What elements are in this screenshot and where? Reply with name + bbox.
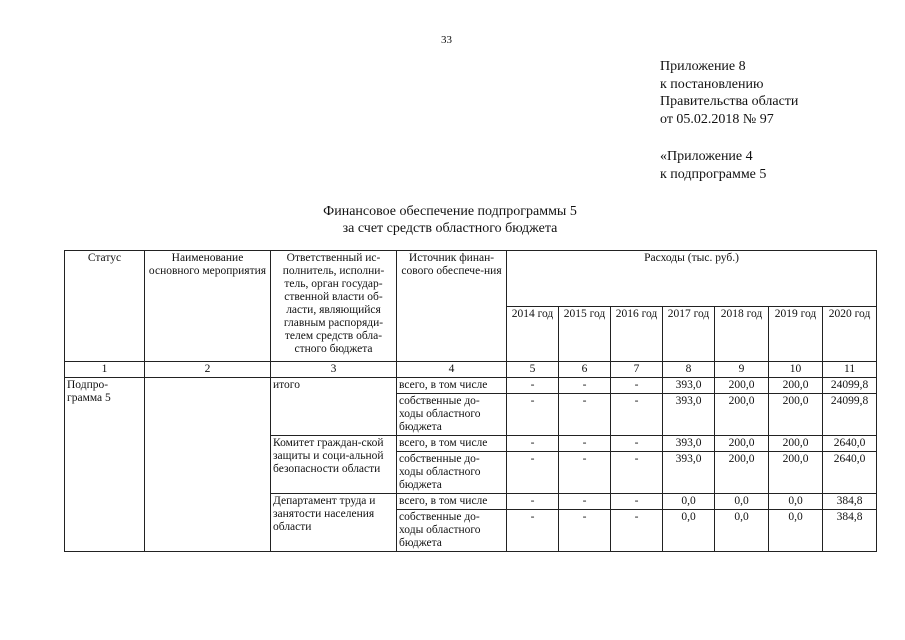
source-cell: собственные до-ходы областного бюджета: [397, 394, 507, 436]
header-measure: Наименование основного мероприятия: [145, 251, 271, 362]
status-cell: Подпро-грамма 5: [65, 378, 145, 552]
value-2020: 24099,8: [823, 394, 877, 436]
value-2016: -: [611, 452, 663, 494]
value-2014: -: [507, 378, 559, 394]
value-2014: -: [507, 394, 559, 436]
column-number: 1: [65, 362, 145, 378]
value-2015: -: [559, 394, 611, 436]
header-year-2019: 2019 год: [769, 306, 823, 362]
source-cell: собственные до-ходы областного бюджета: [397, 452, 507, 494]
column-number: 8: [663, 362, 715, 378]
value-2020: 2640,0: [823, 452, 877, 494]
value-2018: 0,0: [715, 510, 769, 552]
column-numbers-row: [65, 362, 877, 378]
header-year-2017: 2017 год: [663, 306, 715, 362]
value-2015: -: [559, 436, 611, 452]
document-title: [240, 203, 660, 237]
value-2016: -: [611, 436, 663, 452]
value-2018: 200,0: [715, 394, 769, 436]
responsible-cell: итого: [271, 378, 397, 436]
value-2018: 200,0: [715, 452, 769, 494]
value-2019: 200,0: [769, 436, 823, 452]
value-2015: -: [559, 494, 611, 510]
column-number: 2: [145, 362, 271, 378]
value-2016: -: [611, 378, 663, 394]
value-2020: 384,8: [823, 510, 877, 552]
column-number: 5: [507, 362, 559, 378]
appendix-reference-line: к подпрограмме 5: [660, 166, 767, 182]
appendix-line: от 05.02.2018 № 97: [660, 111, 774, 127]
responsible-cell: Комитет граждан-ской защиты и соци-альной безопасности области: [271, 436, 397, 494]
appendix-line: Правительства области: [660, 94, 799, 109]
header-year-2015: 2015 год: [559, 306, 611, 362]
header-year-2018: 2018 год: [715, 306, 769, 362]
appendix-line: к постановлению: [660, 76, 764, 92]
value-2020: 24099,8: [823, 378, 877, 394]
responsible-cell: Департамент труда и занятости населения области: [271, 494, 397, 552]
page-number: 33: [441, 34, 452, 46]
header-year-2014: 2014 год: [507, 306, 559, 362]
value-2020: 2640,0: [823, 436, 877, 452]
value-2018: 200,0: [715, 378, 769, 394]
header-source: Источник финан-сового обеспече-ния: [397, 251, 507, 362]
value-2014: -: [507, 436, 559, 452]
column-number: 9: [715, 362, 769, 378]
column-number: 6: [559, 362, 611, 378]
value-2015: -: [559, 510, 611, 552]
source-cell: всего, в том числе: [397, 494, 507, 510]
value-2016: -: [611, 510, 663, 552]
column-number: 3: [271, 362, 397, 378]
value-2017: 0,0: [663, 494, 715, 510]
header-row: [65, 251, 877, 307]
measure-cell: [145, 378, 271, 552]
header-expenses: Расходы (тыс. руб.): [507, 251, 877, 307]
header-responsible: Ответственный ис-полнитель, исполни-тель, орган государ-ственной власти об-ласти, являющийся главным распоряди-телем средств обла-стного бюджета: [271, 251, 397, 362]
value-2020: 384,8: [823, 494, 877, 510]
source-cell: всего, в том числе: [397, 436, 507, 452]
column-number: 10: [769, 362, 823, 378]
column-number: 4: [397, 362, 507, 378]
title-line-2: за счет средств областного бюджета: [342, 221, 558, 236]
value-2017: 393,0: [663, 378, 715, 394]
value-2019: 0,0: [769, 510, 823, 552]
value-2017: 393,0: [663, 436, 715, 452]
value-2015: -: [559, 378, 611, 394]
value-2017: 0,0: [663, 510, 715, 552]
value-2017: 393,0: [663, 452, 715, 494]
value-2018: 200,0: [715, 436, 769, 452]
value-2015: -: [559, 452, 611, 494]
value-2014: -: [507, 510, 559, 552]
appendix-line: Приложение 8: [660, 59, 746, 74]
table-row: [65, 378, 877, 394]
value-2016: -: [611, 494, 663, 510]
appendix-block: [660, 58, 798, 128]
value-2019: 0,0: [769, 494, 823, 510]
value-2014: -: [507, 452, 559, 494]
column-number: 7: [611, 362, 663, 378]
source-cell: всего, в том числе: [397, 378, 507, 394]
financing-table: [64, 250, 877, 552]
appendix-reference-line: «Приложение 4: [660, 149, 753, 164]
value-2019: 200,0: [769, 452, 823, 494]
value-2018: 0,0: [715, 494, 769, 510]
header-year-2020: 2020 год: [823, 306, 877, 362]
source-cell: собственные до-ходы областного бюджета: [397, 510, 507, 552]
header-status: Статус: [65, 251, 145, 362]
value-2016: -: [611, 394, 663, 436]
appendix-reference-block: [660, 148, 766, 183]
value-2017: 393,0: [663, 394, 715, 436]
value-2014: -: [507, 494, 559, 510]
header-year-2016: 2016 год: [611, 306, 663, 362]
value-2019: 200,0: [769, 394, 823, 436]
title-line-1: Финансовое обеспечение подпрограммы 5: [323, 204, 577, 219]
column-number: 11: [823, 362, 877, 378]
value-2019: 200,0: [769, 378, 823, 394]
